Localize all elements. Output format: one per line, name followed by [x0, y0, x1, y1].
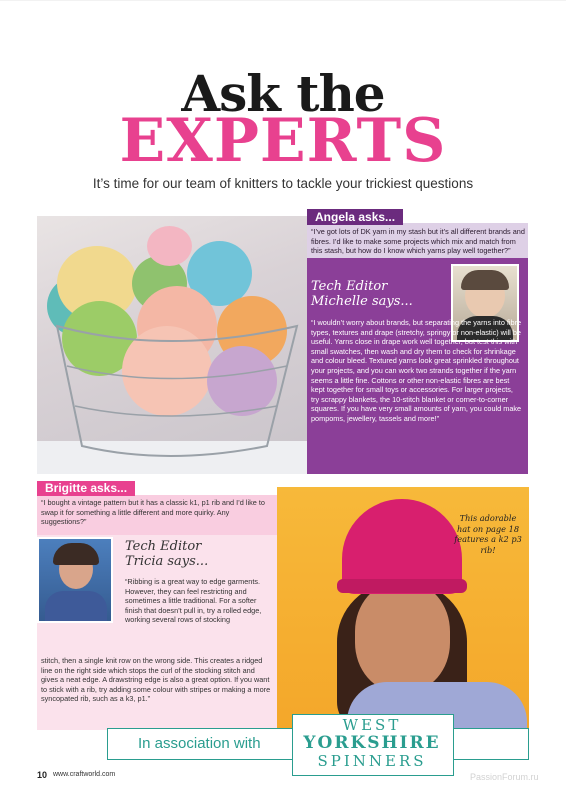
- page-title-line1: Ask the: [181, 64, 385, 123]
- michelle-answer-text: “I wouldn’t worry about brands, but separating the yarns into fibre types, textures and drape (stretchy, springy or non-elastic) will be useful. Yarns close in drape work well together, but test this with small swatches, then wash and dry them to check for shrinkage and colour bleed. Textured yarns look great sprinkled throughout your projects, and you can work two strands together if the yarn seems a little fine. Cottons or other non-elastic fibres are best kept together for small toys or accessories. For larger projects, try scrappy blankets, the 10-stitch blanket or corner-to-corner squares. If you have very small amounts of yarn, you could make pompoms, jewellery, tassels and more!”: [311, 318, 522, 423]
- association-text: In association with: [138, 735, 261, 752]
- wire-basket-icon: [37, 216, 307, 474]
- page-title-line2: EXPERTS: [119, 106, 447, 176]
- tricia-answer-text-part1: “Ribbing is a great way to edge garments. However, they can feel restricting and sometimes a little traditional. For a softer finish that doesn’t pull in, try a rolled edge, working several rows of stocking: [125, 577, 262, 625]
- michelle-editor-title: Tech Editor: [311, 279, 388, 294]
- hat-caption: This adorable hat on page 18 features a k2 p3 rib!: [454, 513, 522, 555]
- logo-line-west: WEST: [342, 716, 402, 734]
- yarn-basket-photo: [37, 216, 307, 474]
- michelle-editor-name: Michelle says...: [311, 294, 413, 309]
- brigitte-question-text: “I bought a vintage pattern but it has a classic k1, p1 rib and I’d like to swap it for something a little different and more quirky. Any suggestions?”: [41, 498, 265, 527]
- tricia-editor-title: Tech Editor: [125, 539, 202, 554]
- tricia-avatar: [37, 537, 113, 623]
- watermark: PassionForum.ru: [470, 772, 539, 782]
- logo-line-yorkshire: YORKSHIRE: [303, 733, 441, 753]
- brigitte-asks-tag: Brigitte asks...: [37, 481, 135, 496]
- page-number: 10: [37, 770, 48, 780]
- logo-line-spinners: SPINNERS: [317, 752, 427, 770]
- page-subtitle: It’s time for our team of knitters to tackle your trickiest questions: [92, 176, 474, 191]
- angela-asks-tag: Angela asks...: [307, 209, 403, 225]
- top-edge: [0, 0, 566, 1]
- angela-question-text: “I’ve got lots of DK yarn in my stash but it’s all different brands and fibres. I’d like to make some projects which mix and match from this stash, but how do I know which yarns play well together?”: [311, 227, 525, 256]
- tricia-answer-text-part2: stitch, then a single knit row on the wrong side. This creates a ridged line on the right side which stops the curl of the stocking stitch and gives a neat edge. A drawstring edge is also a great option. If you want to stick with a rib, try adding some colour with stripes or making a more syncopated rib, such as a k3, p1.”: [41, 656, 271, 704]
- footer-url[interactable]: www.craftworld.com: [53, 771, 116, 778]
- tricia-editor-name: Tricia says...: [125, 554, 209, 569]
